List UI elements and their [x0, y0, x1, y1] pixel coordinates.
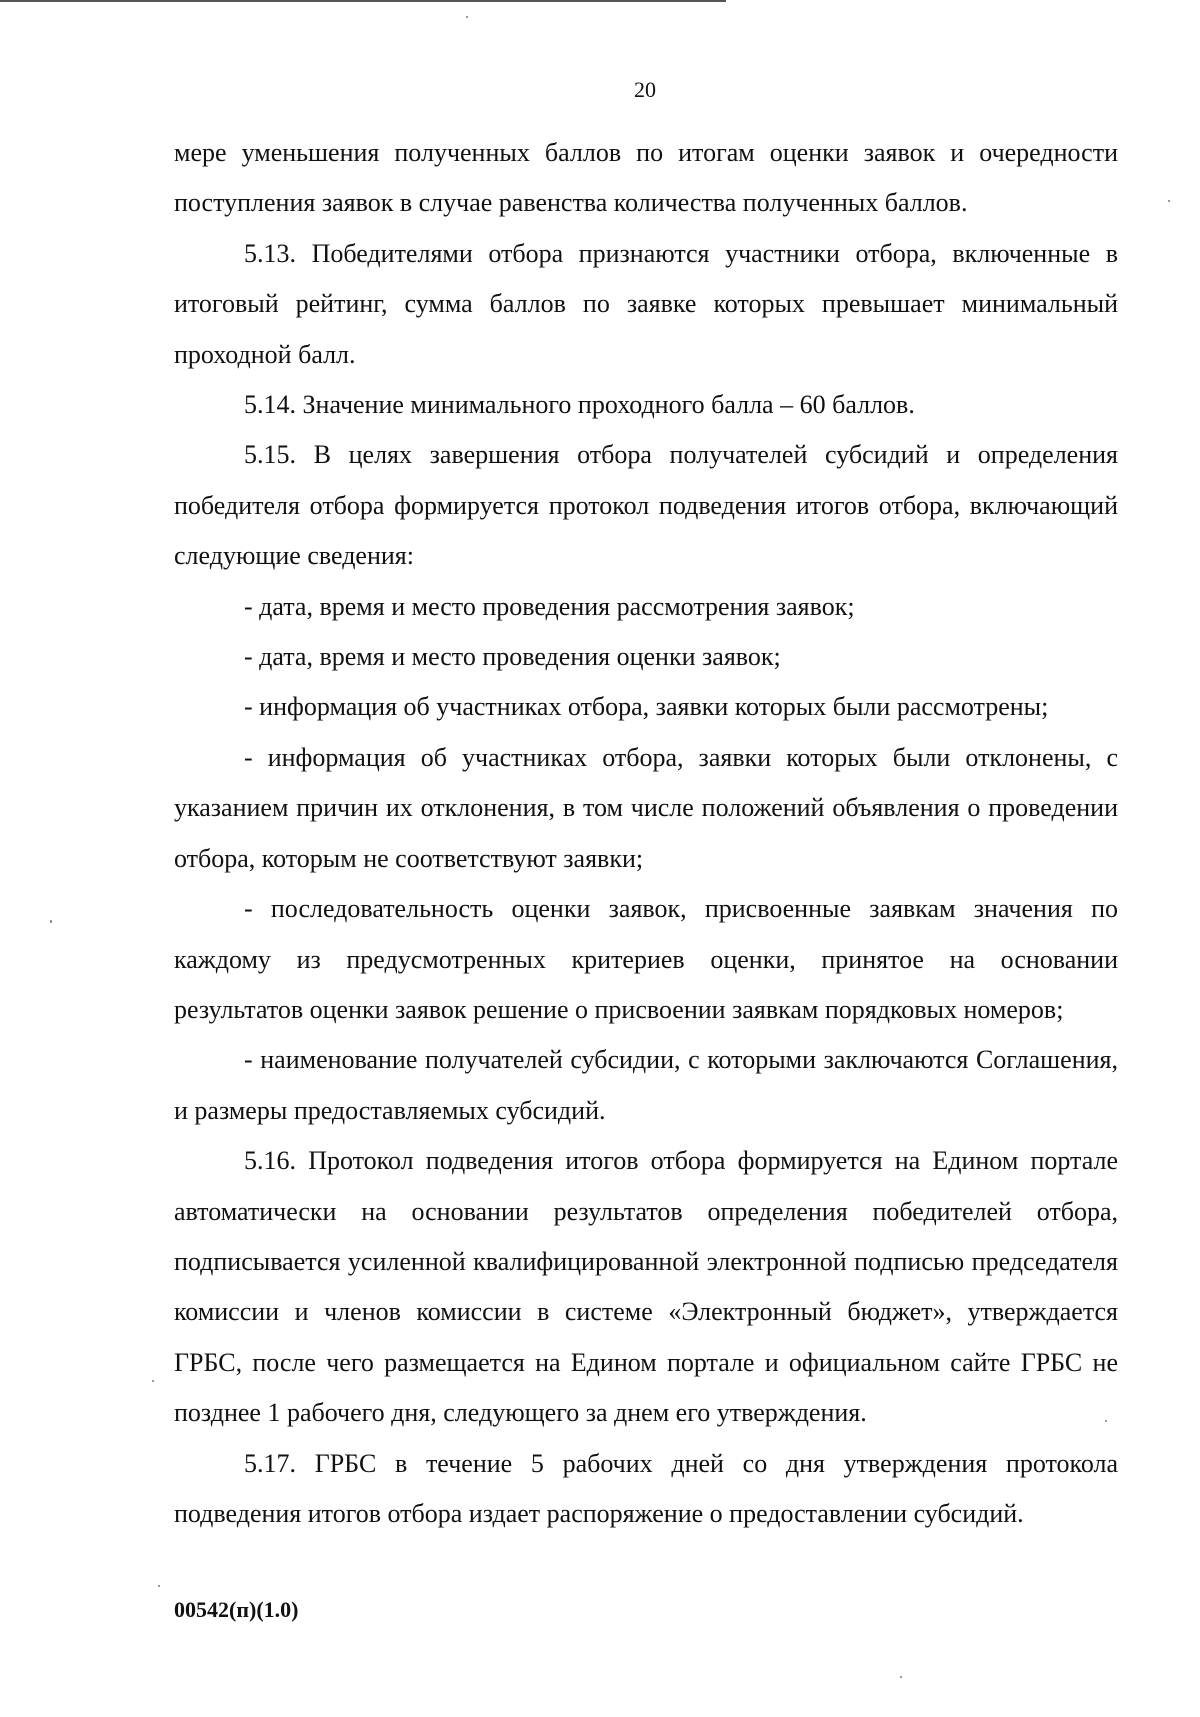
scan-speck — [1168, 200, 1170, 202]
paragraph-5-14: 5.14. Значение минимального проходного балла – 60 баллов. — [244, 390, 915, 420]
page-number: 20 — [634, 77, 656, 102]
list-item: - информация об участниках отбора, заявки которых были отклонены, с указанием причин их отклонения, в том числе положений объявления о проведении отбора, которым не соответствуют заявки; — [174, 742, 1118, 873]
list-item: - последовательность оценки заявок, присвоенные заявкам значения по каждому из предусмотренных критериев оценки, принятое на основании результатов оценки заявок решение о присвоении заявкам порядковых номеров; — [174, 894, 1118, 1024]
paragraph-5-16: 5.16. Протокол подведения итогов отбора формируется на Едином портале автоматически на основании результатов определения победителей отбора, подписывается усиленной квалифицированной электронной подписью председателя комиссии и членов комиссии в системе «Электронный бюджет», утверждается ГРБС, после чего размещается на Едином портале и официальном сайте ГРБС не позднее 1 рабочего дня, следующего за днем его утверждения. — [174, 1146, 1118, 1428]
paragraph-continuation: мере уменьшения полученных баллов по итогам оценки заявок и очередности поступления заявок в случае равенства количества полученных баллов. — [174, 138, 1118, 218]
document-code: 00542(п)(1.0) — [174, 1597, 299, 1622]
paragraph-5-13: 5.13. Победителями отбора признаются участники отбора, включенные в итоговый рейтинг, сумма баллов по заявке которых превышает минимальный проходной балл. — [174, 238, 1118, 369]
list-item: - наименование получателей субсидии, с которыми заключаются Соглашения, и размеры предоставляемых субсидий. — [174, 1045, 1118, 1125]
scan-speck — [158, 1585, 160, 1587]
paragraph-5-17: 5.17. ГРБС в течение 5 рабочих дней со дня утверждения протокола подведения итогов отбора издает распоряжение о предоставлении субсидий. — [174, 1448, 1118, 1528]
scan-top-rule — [0, 0, 726, 2]
list-item: - информация об участниках отбора, заявки которых были рассмотрены; — [244, 692, 1049, 722]
paragraph-5-15: 5.15. В целях завершения отбора получателей субсидий и определения победителя отбора формируется протокол подведения итогов отбора, включающий следующие сведения: — [174, 440, 1118, 571]
scan-speck — [466, 16, 468, 18]
scan-speck — [900, 1676, 902, 1678]
list-item: - дата, время и место проведения рассмотрения заявок; — [244, 591, 855, 621]
scan-speck — [152, 1380, 154, 1382]
scan-speck — [1105, 1420, 1107, 1422]
list-item: - дата, время и место проведения оценки заявок; — [244, 642, 781, 672]
document-body — [174, 128, 1118, 1539]
scan-speck — [50, 920, 52, 923]
